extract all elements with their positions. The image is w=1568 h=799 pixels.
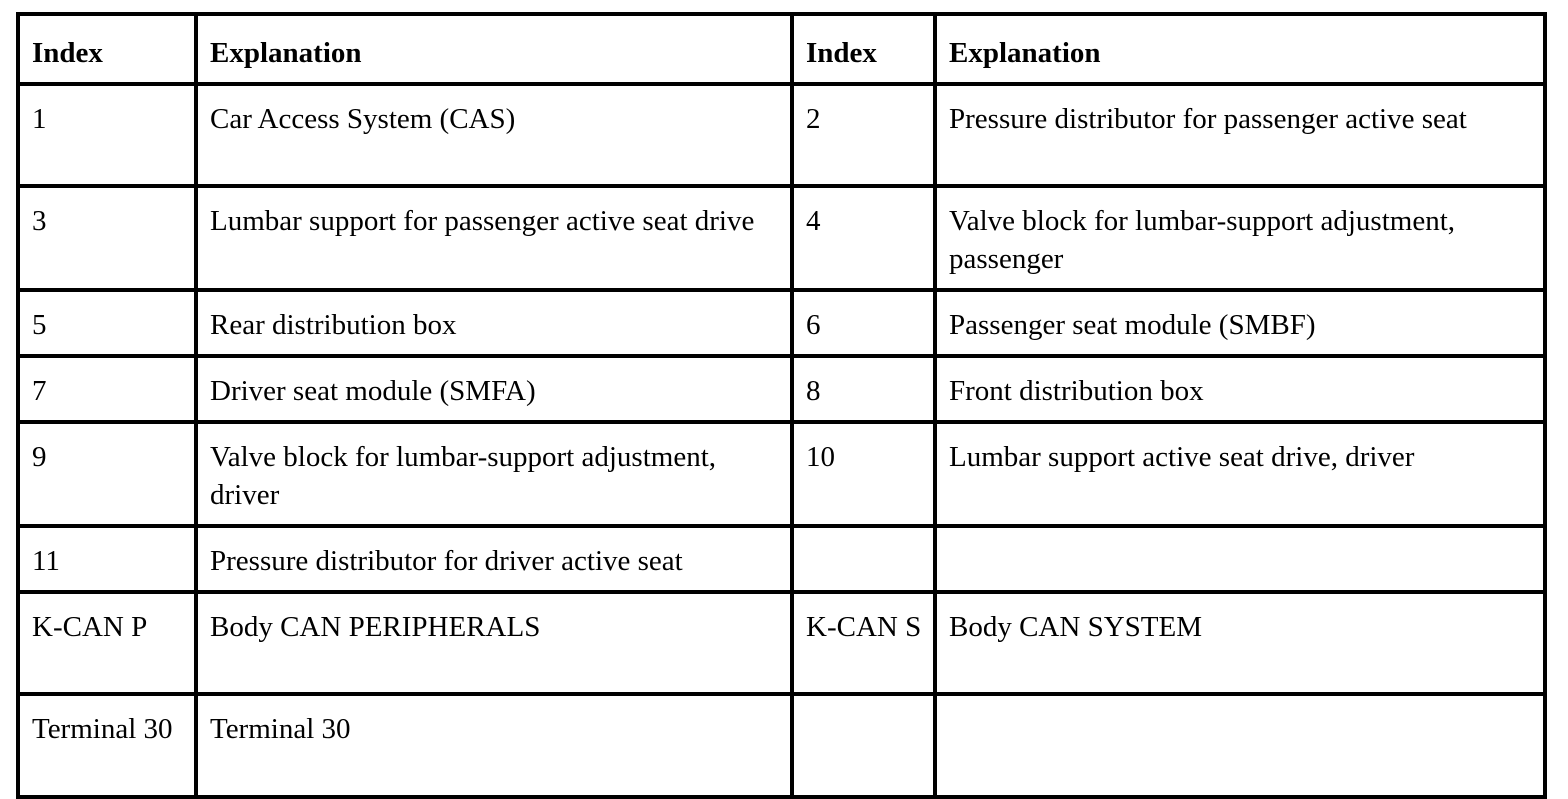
explanation-cell: Passenger seat module (SMBF) (935, 290, 1545, 356)
table-row (18, 526, 1545, 592)
explanation-cell (935, 694, 1545, 797)
explanation-cell: Valve block for lumbar-support adjustment, passenger (935, 186, 1545, 290)
index-cell: 9 (18, 422, 196, 526)
index-cell: 2 (792, 84, 935, 186)
explanation-cell (935, 526, 1545, 592)
table-row (18, 356, 1545, 422)
explanation-cell: Terminal 30 (196, 694, 792, 797)
index-cell: 5 (18, 290, 196, 356)
index-cell: 3 (18, 186, 196, 290)
index-cell (792, 694, 935, 797)
index-cell (792, 526, 935, 592)
table-row (18, 694, 1545, 797)
explanation-cell: Car Access System (CAS) (196, 84, 792, 186)
legend-table (16, 12, 1547, 799)
table-row (18, 186, 1545, 290)
table-row (18, 422, 1545, 526)
header-index-2: Index (792, 14, 935, 84)
header-explanation-2: Explanation (935, 14, 1545, 84)
explanation-cell: Pressure distributor for driver active seat (196, 526, 792, 592)
table-row (18, 290, 1545, 356)
index-cell: 1 (18, 84, 196, 186)
explanation-cell: Front distribution box (935, 356, 1545, 422)
explanation-cell: Rear distribution box (196, 290, 792, 356)
header-index-1: Index (18, 14, 196, 84)
table-header-row (18, 14, 1545, 84)
header-explanation-1: Explanation (196, 14, 792, 84)
table-row (18, 84, 1545, 186)
explanation-cell: Driver seat module (SMFA) (196, 356, 792, 422)
index-cell: Terminal 30 (18, 694, 196, 797)
index-cell: 7 (18, 356, 196, 422)
index-cell: K-CAN P (18, 592, 196, 694)
explanation-cell: Body CAN PERIPHERALS (196, 592, 792, 694)
index-cell: 11 (18, 526, 196, 592)
index-cell: 10 (792, 422, 935, 526)
table-row (18, 592, 1545, 694)
index-cell: K-CAN S (792, 592, 935, 694)
index-cell: 4 (792, 186, 935, 290)
index-cell: 6 (792, 290, 935, 356)
explanation-cell: Lumbar support for passenger active seat drive (196, 186, 792, 290)
explanation-cell: Body CAN SYSTEM (935, 592, 1545, 694)
explanation-cell: Pressure distributor for passenger active seat (935, 84, 1545, 186)
explanation-cell: Lumbar support active seat drive, driver (935, 422, 1545, 526)
index-cell: 8 (792, 356, 935, 422)
explanation-cell: Valve block for lumbar-support adjustment, driver (196, 422, 792, 526)
